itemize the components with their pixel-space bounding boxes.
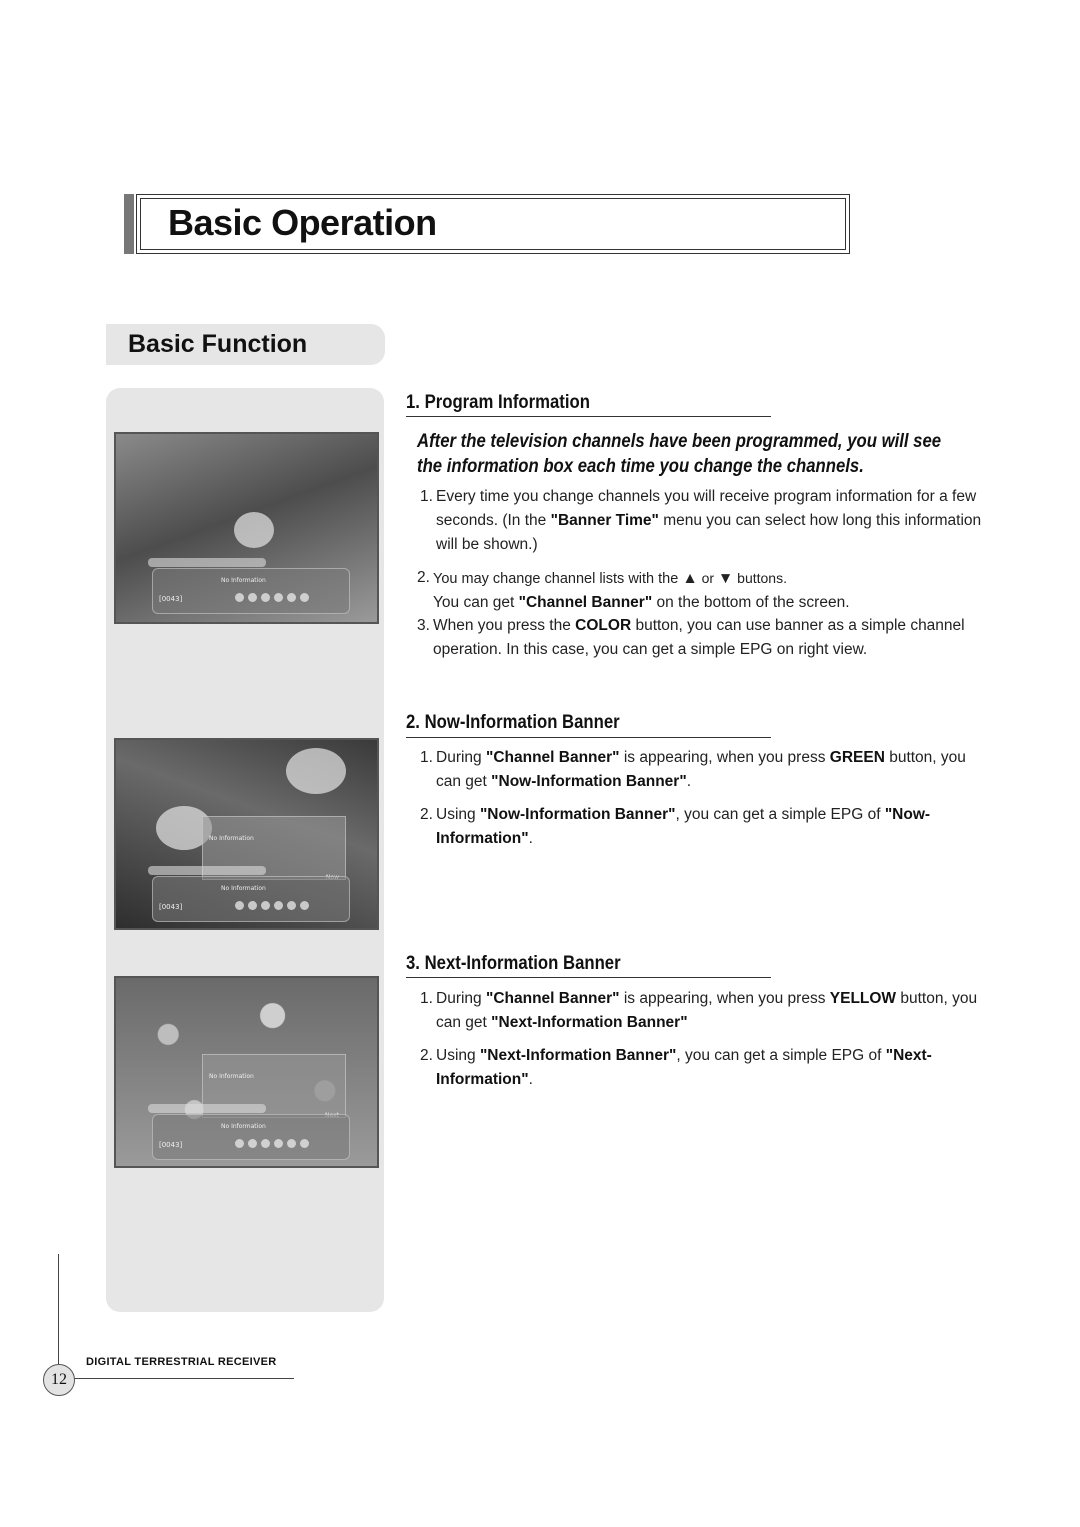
osd-channel-bar — [148, 1104, 266, 1113]
osd-color-buttons — [235, 901, 309, 910]
item-text: button, you can use banner as a simple channel operation. In this case, you can get a simple EPG on right view. — [433, 617, 965, 658]
osd-epg-no-info: No Information — [209, 1073, 254, 1080]
item-text: You can get — [433, 594, 519, 611]
item-number: 2. — [420, 806, 433, 823]
item-text: . — [686, 773, 691, 790]
item-bold: "Channel Banner" — [518, 594, 653, 611]
item-text: button, you can get — [436, 749, 966, 790]
item-text: on the bottom of the screen. — [652, 594, 850, 611]
item-bold: "Next-Information" — [436, 1047, 932, 1088]
footer-vertical-rule — [58, 1254, 59, 1364]
screenshot-channel-banner — [114, 432, 379, 624]
osd-no-info-text: No Information — [221, 577, 266, 584]
heading-now-information: 2. Now-Information Banner — [406, 712, 620, 733]
item-number: 1. — [420, 488, 433, 505]
flower-shape — [286, 748, 346, 794]
item-text: You may change channel lists with the — [433, 571, 683, 587]
down-arrow-icon: ▼ — [717, 570, 734, 587]
osd-banner-panel — [152, 568, 350, 614]
osd-channel-bar — [148, 866, 266, 875]
heading-rule — [406, 737, 771, 738]
item-bold: "Now-Information" — [436, 806, 931, 847]
up-arrow-icon: ▲ — [682, 570, 698, 587]
page-title: Basic Operation — [168, 202, 437, 243]
osd-color-buttons — [235, 1139, 309, 1148]
list-item — [420, 746, 980, 794]
item-text: Using — [436, 806, 480, 823]
section-title: Basic Function — [128, 330, 308, 358]
item-text: menu you can select how long this information will be shown.) — [436, 512, 982, 553]
list-item — [420, 1044, 980, 1092]
item-number: 3. — [417, 617, 430, 634]
footer-rule — [72, 1378, 294, 1379]
item-text: is appearing, when you press — [619, 749, 830, 766]
item-bold: "Now-Information Banner" — [479, 806, 676, 823]
item-text: During — [436, 749, 486, 766]
item-number: 2. — [420, 1047, 433, 1064]
item-text: Every time you change channels you will receive program information for a few seconds. (In the — [436, 488, 977, 529]
osd-time-text: [0043] — [159, 595, 183, 603]
list-item — [420, 987, 1005, 1035]
title-accent-bar — [124, 194, 134, 254]
osd-banner-panel — [152, 876, 350, 922]
item-text: buttons. — [733, 570, 787, 586]
list-item — [420, 485, 1000, 557]
item-number: 1. — [420, 749, 433, 766]
item-bold: "Now-Information Banner" — [491, 773, 687, 790]
item-text: . — [528, 1071, 533, 1088]
item-bold: GREEN — [829, 749, 885, 766]
osd-channel-bar — [148, 558, 266, 567]
item-bold: COLOR — [575, 617, 632, 634]
heading-next-information: 3. Next-Information Banner — [406, 953, 621, 974]
item-text: or — [697, 570, 718, 586]
item-number: 1. — [420, 990, 433, 1007]
item-bold: "Channel Banner" — [485, 749, 620, 766]
item-text: button, you can get — [436, 990, 978, 1031]
screenshot-next-banner — [114, 976, 379, 1168]
item-text: , you can get a simple EPG of — [675, 806, 885, 823]
item-bold: "Banner Time" — [550, 512, 659, 529]
item-bold: YELLOW — [829, 990, 897, 1007]
osd-time-text: [0043] — [159, 903, 183, 911]
osd-no-info-text: No Information — [221, 1123, 266, 1130]
list-item — [420, 803, 980, 851]
intro-text: After the television channels have been programmed, you will see the information box each time you change the channels. — [417, 431, 942, 477]
item-text: Using — [436, 1047, 480, 1064]
list-item — [417, 566, 997, 615]
item-bold: "Next-Information Banner" — [491, 1014, 688, 1031]
heading-rule — [406, 977, 771, 978]
item-number: 2. — [417, 569, 430, 586]
item-bold: "Next-Information Banner" — [479, 1047, 677, 1064]
osd-time-text: [0043] — [159, 1141, 183, 1149]
item-text: During — [436, 990, 486, 1007]
footer-title: DIGITAL TERRESTRIAL RECEIVER — [86, 1356, 277, 1368]
flower-shape — [234, 512, 274, 548]
item-text: is appearing, when you press — [619, 990, 830, 1007]
osd-banner-panel — [152, 1114, 350, 1160]
list-item — [417, 614, 997, 662]
osd-color-buttons — [235, 593, 309, 602]
page-number: 12 — [43, 1364, 75, 1396]
item-text: . — [528, 830, 533, 847]
item-text: When you press the — [433, 617, 576, 634]
heading-rule — [406, 416, 771, 417]
heading-program-information: 1. Program Information — [406, 392, 590, 413]
osd-epg-no-info: No Information — [209, 835, 254, 842]
screenshot-now-banner — [114, 738, 379, 930]
item-text: , you can get a simple EPG of — [676, 1047, 886, 1064]
item-bold: "Channel Banner" — [485, 990, 620, 1007]
osd-no-info-text: No Information — [221, 885, 266, 892]
